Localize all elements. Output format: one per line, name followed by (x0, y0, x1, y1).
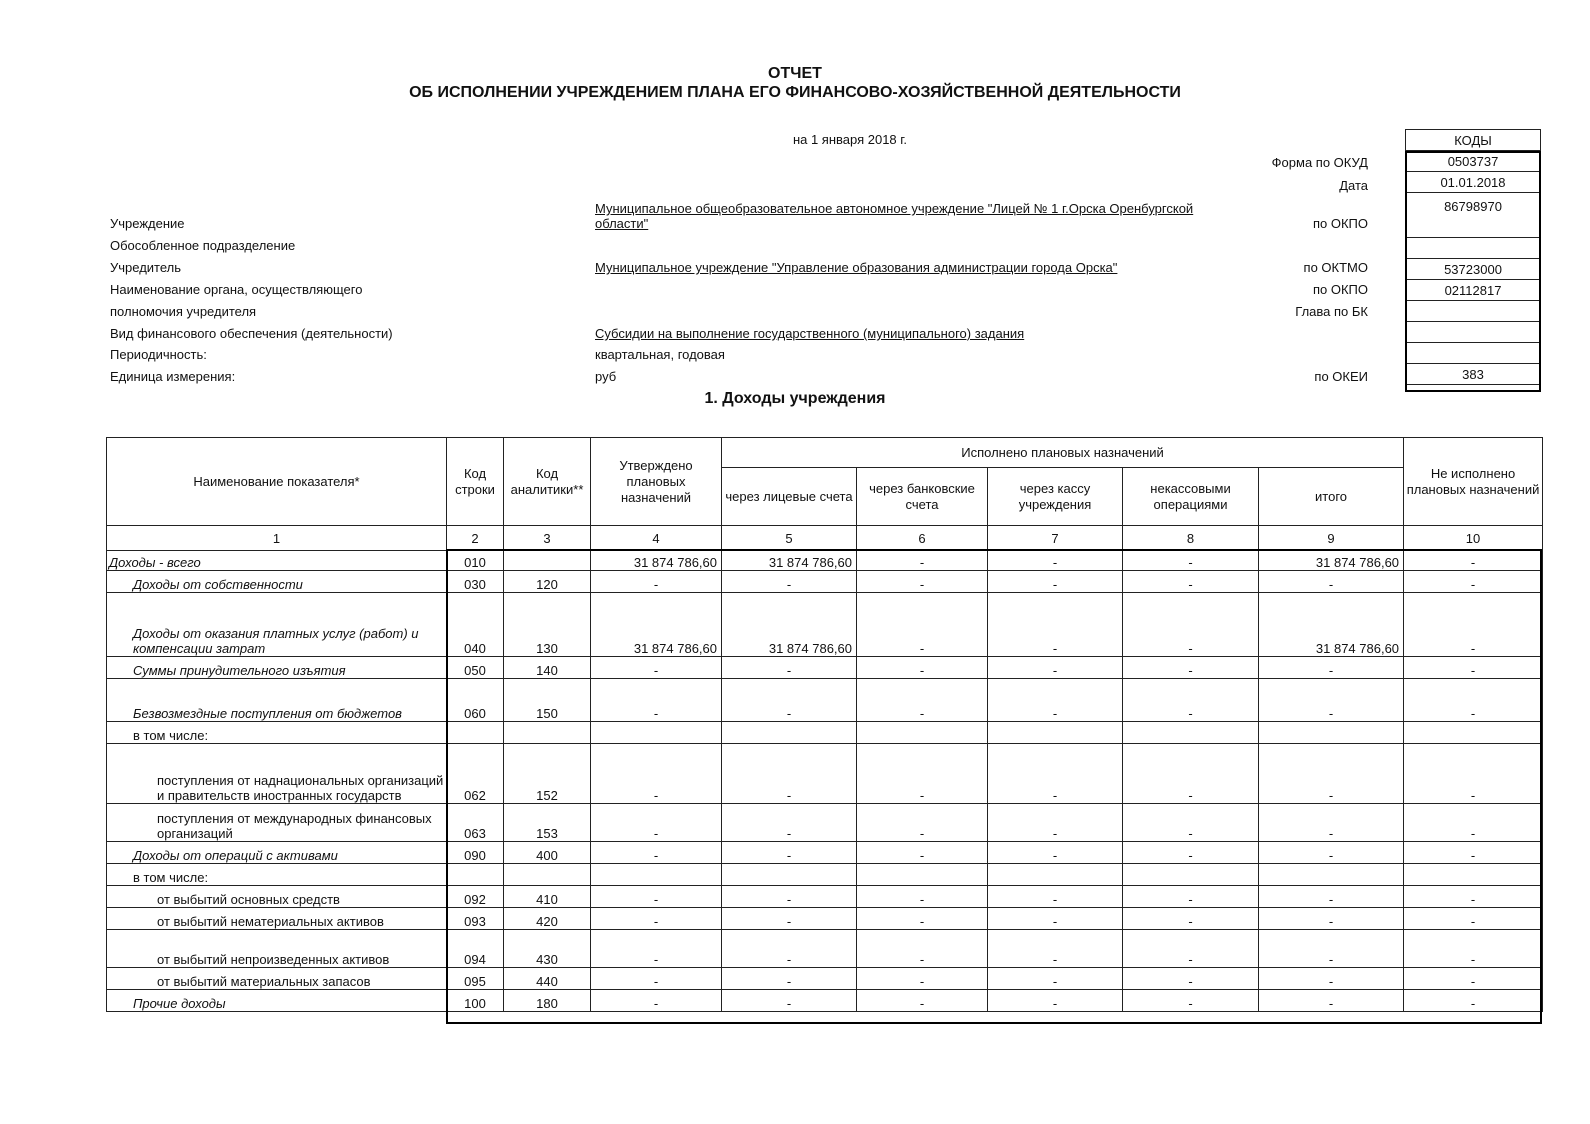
row-value (988, 864, 1123, 886)
okpo-value: 86798970 (1406, 193, 1541, 238)
row-name (107, 551, 447, 571)
column-number: 6 (857, 526, 988, 551)
row-analytics (504, 864, 591, 886)
row-code: 060 (447, 679, 504, 722)
table-row (107, 679, 1543, 722)
row-value: - (988, 744, 1123, 804)
row-value (988, 722, 1123, 744)
row-value: - (591, 842, 722, 864)
report-title: ОТЧЕТ (768, 65, 822, 82)
row-value: - (1123, 930, 1259, 968)
row-value (1404, 722, 1543, 744)
row-value: - (857, 551, 988, 571)
okpo2-value: 02112817 (1406, 280, 1541, 301)
row-value: - (857, 593, 988, 657)
header-not-executed: Не исполнено плановых назначений (1404, 438, 1543, 526)
row-value: - (591, 908, 722, 930)
row-value: 31 874 786,60 (591, 551, 722, 571)
row-analytics (504, 551, 591, 571)
table-row (107, 722, 1543, 744)
bk-label: Глава по БК (1295, 304, 1368, 319)
row-value: - (857, 571, 988, 593)
okud-label: Форма по ОКУД (1271, 155, 1368, 170)
header-executed: Исполнено плановых назначений (722, 438, 1404, 468)
row-value: - (1259, 657, 1404, 679)
row-analytics: 410 (504, 886, 591, 908)
okpo2-label: по ОКПО (1312, 282, 1368, 297)
row-value: - (1259, 804, 1404, 842)
table-row (107, 593, 1543, 657)
row-value: - (591, 744, 722, 804)
report-date: на 1 января 2018 г. (792, 132, 908, 147)
row-value: - (591, 571, 722, 593)
row-value: - (988, 990, 1123, 1012)
row-code: 093 (447, 908, 504, 930)
row-value (722, 864, 857, 886)
row-value: - (1123, 551, 1259, 571)
row-code: 094 (447, 930, 504, 968)
date-label: Дата (1339, 178, 1368, 193)
row-value: - (1404, 968, 1543, 990)
row-name: от выбытий нематериальных активов (107, 908, 447, 930)
row-value: 31 874 786,60 (722, 593, 857, 657)
row-value (857, 864, 988, 886)
row-value: - (1259, 886, 1404, 908)
row-value: - (591, 990, 722, 1012)
row-name: от выбытий основных средств (107, 886, 447, 908)
row-value: - (1123, 908, 1259, 930)
income-table (106, 437, 1543, 1012)
row-value: - (722, 930, 857, 968)
oktmo-label: по ОКТМО (1303, 260, 1368, 275)
row-value: - (1404, 908, 1543, 930)
row-value: - (722, 968, 857, 990)
row-value (591, 722, 722, 744)
row-value: 31 874 786,60 (591, 593, 722, 657)
column-number: 8 (1123, 526, 1259, 551)
institution-label: Учреждение (110, 216, 185, 231)
row-value: - (1404, 744, 1543, 804)
row-value: - (591, 657, 722, 679)
table-row (107, 990, 1543, 1012)
okpo-label: по ОКПО (1312, 216, 1368, 231)
row-value: - (1259, 571, 1404, 593)
row-value: - (722, 886, 857, 908)
row-analytics: 120 (504, 571, 591, 593)
row-value: - (857, 908, 988, 930)
row-value (1259, 722, 1404, 744)
unit-label: Единица измерения: (110, 369, 236, 384)
table-row (107, 842, 1543, 864)
row-value: - (988, 886, 1123, 908)
row-value: - (857, 842, 988, 864)
unit-value: руб (595, 369, 617, 384)
row-value: - (722, 804, 857, 842)
row-value: - (722, 571, 857, 593)
column-number: 4 (591, 526, 722, 551)
row-code: 040 (447, 593, 504, 657)
row-name: Доходы от собственности (107, 571, 447, 593)
row-value: - (722, 744, 857, 804)
table-row (107, 744, 1543, 804)
row-code: 050 (447, 657, 504, 679)
row-value: - (1404, 886, 1543, 908)
column-number: 10 (1404, 526, 1543, 551)
row-value: - (1259, 679, 1404, 722)
row-value (722, 722, 857, 744)
row-value: - (1123, 571, 1259, 593)
row-code: 010 (447, 551, 504, 571)
row-name: поступления от наднациональных организаций и правительств иностранных государств (107, 744, 447, 804)
row-code: 092 (447, 886, 504, 908)
row-value: - (591, 968, 722, 990)
row-analytics: 140 (504, 657, 591, 679)
row-analytics: 180 (504, 990, 591, 1012)
row-value: - (1259, 968, 1404, 990)
row-code: 030 (447, 571, 504, 593)
column-number: 7 (988, 526, 1123, 551)
header-cash: через кассу учреждения (988, 468, 1123, 526)
row-name: от выбытий непроизведенных активов (107, 930, 447, 968)
authority-label: Наименование органа, осуществляющего (110, 282, 363, 297)
row-analytics (504, 722, 591, 744)
row-analytics: 150 (504, 679, 591, 722)
row-value: - (857, 886, 988, 908)
column-number: 5 (722, 526, 857, 551)
row-code (447, 864, 504, 886)
row-value: - (988, 679, 1123, 722)
row-value: - (1404, 571, 1543, 593)
row-value: - (722, 908, 857, 930)
finance-value: Субсидии на выполнение государственного (муниципального) задания (595, 326, 1025, 341)
row-value: - (988, 968, 1123, 990)
row-value: - (988, 804, 1123, 842)
row-name-bold: Доходы (109, 555, 156, 570)
header-analytics: Код аналитики** (504, 438, 591, 526)
row-value: - (1404, 657, 1543, 679)
row-analytics: 153 (504, 804, 591, 842)
row-value: - (857, 968, 988, 990)
section-title: 1. Доходы учреждения (704, 390, 886, 407)
row-value (1404, 864, 1543, 886)
row-value: - (722, 842, 857, 864)
founder-value: Муниципальное учреждение "Управление образования администрации города Орска" (595, 260, 1118, 275)
oktmo-value: 53723000 (1406, 259, 1541, 280)
row-value: - (988, 571, 1123, 593)
row-value: - (1404, 679, 1543, 722)
row-value: - (1123, 990, 1259, 1012)
table-row (107, 864, 1543, 886)
column-number: 1 (107, 526, 447, 551)
row-code (447, 722, 504, 744)
row-name: Безвозмездные поступления от бюджетов (107, 679, 447, 722)
table-row (107, 886, 1543, 908)
bk-value (1406, 301, 1541, 322)
okud-value: 0503737 (1406, 151, 1541, 172)
column-number: 3 (504, 526, 591, 551)
row-name: от выбытий материальных запасов (107, 968, 447, 990)
row-value: - (591, 930, 722, 968)
table-row (107, 551, 1543, 571)
row-name: Доходы от операций с активами (107, 842, 447, 864)
table-row (107, 804, 1543, 842)
row-value: - (1404, 551, 1543, 571)
row-value: - (1259, 908, 1404, 930)
header-bank: через банковские счета (857, 468, 988, 526)
row-value: - (722, 990, 857, 1012)
okei-label: по ОКЕИ (1314, 369, 1368, 384)
row-value: - (857, 930, 988, 968)
row-value: - (1123, 744, 1259, 804)
row-value: - (857, 679, 988, 722)
row-value: - (1404, 990, 1543, 1012)
row-value: - (857, 657, 988, 679)
founder-label: Учредитель (110, 260, 182, 275)
row-analytics: 420 (504, 908, 591, 930)
subdivision-label: Обособленное подразделение (110, 238, 296, 253)
row-value: - (722, 657, 857, 679)
header-accounts: через лицевые счета (722, 468, 857, 526)
row-name: Прочие доходы (107, 990, 447, 1012)
row-code: 062 (447, 744, 504, 804)
row-value: - (857, 744, 988, 804)
table-row (107, 657, 1543, 679)
row-name: Доходы от оказания платных услуг (работ) и компенсации затрат (107, 593, 447, 657)
header-noncash: некассовыми операциями (1123, 468, 1259, 526)
header-name: Наименование показателя* (107, 438, 447, 526)
row-value: - (988, 551, 1123, 571)
row-value: - (1259, 990, 1404, 1012)
row-value: - (1123, 679, 1259, 722)
codes-table (1405, 129, 1541, 385)
row-value (1123, 864, 1259, 886)
row-value: - (1123, 657, 1259, 679)
empty-code-cell (1406, 238, 1541, 259)
row-analytics: 400 (504, 842, 591, 864)
row-value (591, 864, 722, 886)
row-analytics: 130 (504, 593, 591, 657)
row-value: 31 874 786,60 (1259, 593, 1404, 657)
authority-label-2: полномочия учредителя (110, 304, 257, 319)
row-value: - (988, 593, 1123, 657)
row-value: - (1404, 593, 1543, 657)
row-value: - (1123, 968, 1259, 990)
report-subtitle: ОБ ИСПОЛНЕНИИ УЧРЕЖДЕНИЕМ ПЛАНА ЕГО ФИНАНСОВО-ХОЗЯЙСТВЕННОЙ ДЕЯТЕЛЬНОСТИ (409, 84, 1181, 101)
row-name: в том числе: (107, 722, 447, 744)
row-code: 090 (447, 842, 504, 864)
row-name: поступления от международных финансовых организаций (107, 804, 447, 842)
row-code: 063 (447, 804, 504, 842)
row-value: - (591, 679, 722, 722)
row-value: - (1404, 804, 1543, 842)
period-value: квартальная, годовая (595, 347, 725, 362)
row-analytics: 430 (504, 930, 591, 968)
row-value: - (1404, 842, 1543, 864)
row-value (1259, 864, 1404, 886)
column-number: 9 (1259, 526, 1404, 551)
row-value: - (1123, 842, 1259, 864)
row-value: - (988, 657, 1123, 679)
finance-label: Вид финансового обеспечения (деятельности) (110, 326, 393, 341)
row-code: 100 (447, 990, 504, 1012)
row-value: - (857, 990, 988, 1012)
row-value: - (1123, 593, 1259, 657)
row-value: - (722, 679, 857, 722)
row-value: - (988, 908, 1123, 930)
row-value: - (1259, 930, 1404, 968)
row-value: - (1259, 744, 1404, 804)
row-code: 095 (447, 968, 504, 990)
empty-code-cell (1406, 343, 1541, 364)
period-label: Периодичность: (110, 347, 207, 362)
row-name-rest: - всего (155, 555, 201, 570)
row-value: - (591, 804, 722, 842)
row-analytics: 152 (504, 744, 591, 804)
row-name: Суммы принудительного изъятия (107, 657, 447, 679)
row-name: в том числе: (107, 864, 447, 886)
codes-header: КОДЫ (1406, 130, 1541, 151)
column-number: 2 (447, 526, 504, 551)
empty-code-cell (1406, 322, 1541, 343)
row-value: - (1404, 930, 1543, 968)
institution-value: Муниципальное общеобразовательное автономное учреждение "Лицей № 1 г.Орска Оренбургской области" (595, 201, 1194, 231)
header-approved: Утверждено плановых назначений (591, 438, 722, 526)
row-value (1123, 722, 1259, 744)
row-value: - (988, 842, 1123, 864)
row-value: 31 874 786,60 (722, 551, 857, 571)
row-analytics: 440 (504, 968, 591, 990)
row-value: - (591, 886, 722, 908)
row-value (857, 722, 988, 744)
table-row (107, 968, 1543, 990)
row-value: - (1259, 842, 1404, 864)
date-value: 01.01.2018 (1406, 172, 1541, 193)
table-row (107, 571, 1543, 593)
table-row (107, 908, 1543, 930)
table-row (107, 930, 1543, 968)
row-value: - (988, 930, 1123, 968)
okei-value: 383 (1406, 364, 1541, 385)
row-value: - (1123, 886, 1259, 908)
row-value: 31 874 786,60 (1259, 551, 1404, 571)
header-total: итого (1259, 468, 1404, 526)
row-value: - (857, 804, 988, 842)
row-value: - (1123, 804, 1259, 842)
header-code: Код строки (447, 438, 504, 526)
